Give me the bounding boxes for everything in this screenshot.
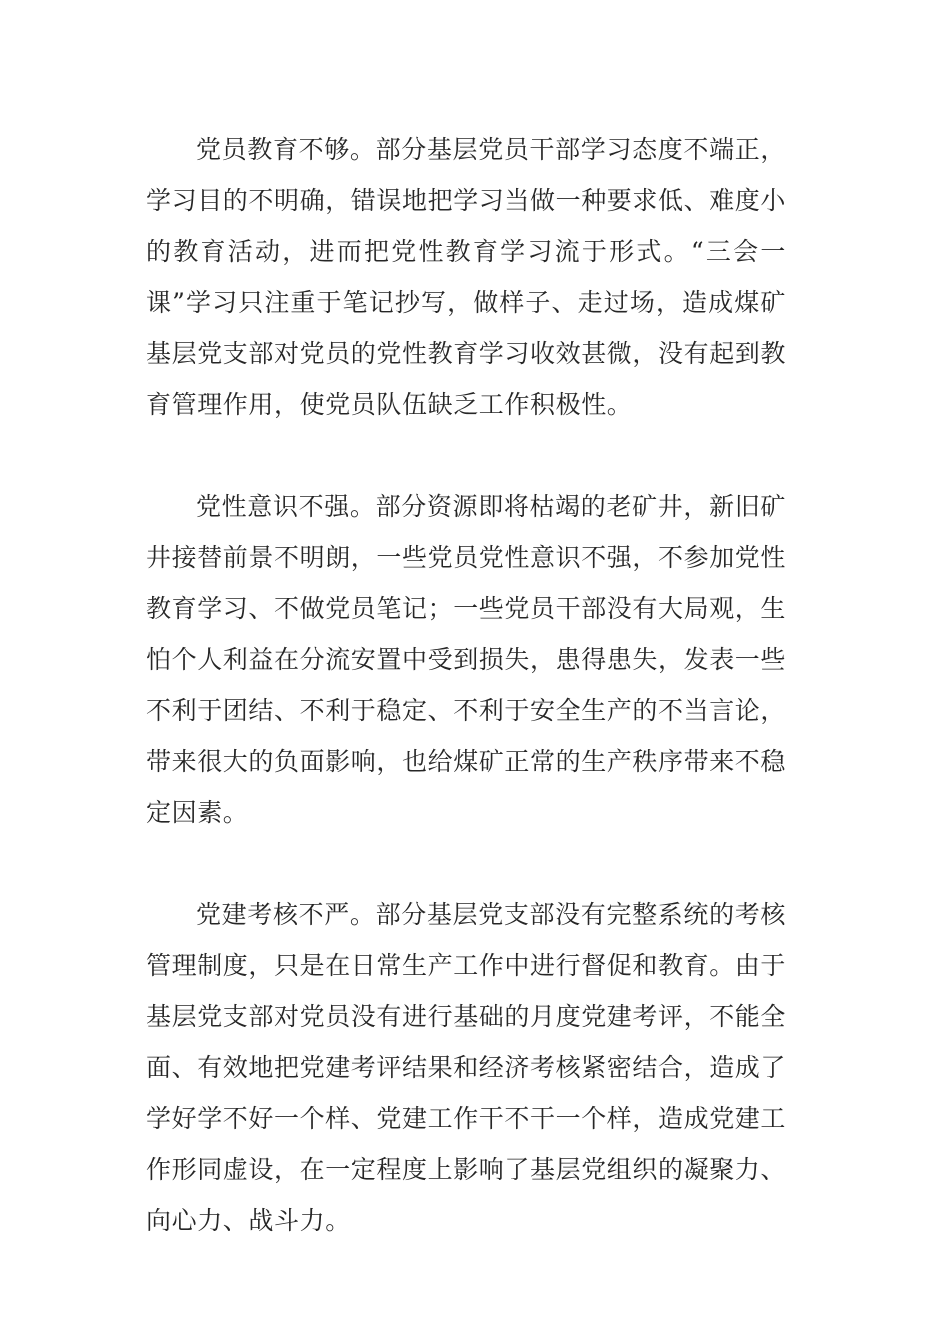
paragraph-party-consciousness: 党性意识不强。部分资源即将枯竭的老矿井，新旧矿井接替前景不明朗，一些党员党性意识不强，不参加党性教育学习、不做党员笔记；一些党员干部没有大局观，生怕个人利益在分流安置中受到损失，患得患失，发表一些不利于团结、不利于稳定、不利于安全生产的不当言论，带来很大的负面影响，也给煤矿正常的生产秩序带来不稳定因素。 [146, 492, 787, 827]
paragraph-party-building-assessment: 党建考核不严。部分基层党支部没有完整系统的考核管理制度，只是在日常生产工作中进行督促和教育。由于基层党支部对党员没有进行基础的月度党建考评，不能全面、有效地把党建考评结果和经济考核紧密结合，造成了学好学不好一个样、党建工作干不干一个样，造成党建工作形同虚设，在一定程度上影响了基层党组织的凝聚力、向心力、战斗力。 [146, 900, 787, 1235]
document-body [146, 124, 786, 1246]
paragraph-party-member-education: 党员教育不够。部分基层党员干部学习态度不端正，学习目的不明确，错误地把学习当做一种要求低、难度小的教育活动，进而把党性教育学习流于形式。“三会一课”学习只注重于笔记抄写，做样子、走过场，造成煤矿基层党支部对党员的党性教育学习收效甚微，没有起到教育管理作用，使党员队伍缺乏工作积极性。 [146, 135, 787, 419]
